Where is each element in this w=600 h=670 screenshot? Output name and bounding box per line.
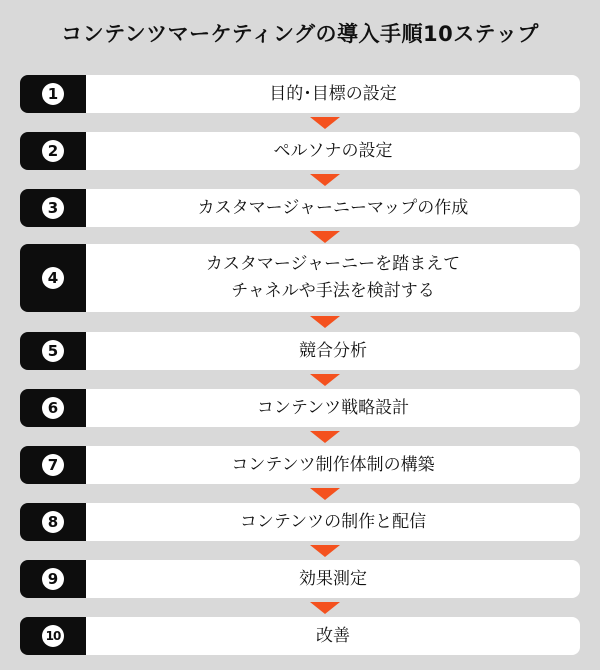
step-label: コンテンツ制作体制の構築	[86, 446, 580, 484]
step-8	[20, 503, 580, 541]
down-arrow-icon	[310, 488, 340, 500]
step-label: 効果測定	[86, 560, 580, 598]
step-number: 2	[42, 140, 64, 162]
down-arrow-icon	[310, 316, 340, 328]
step-label: コンテンツ戦略設計	[86, 389, 580, 427]
step-9	[20, 560, 580, 598]
step-number: 8	[42, 511, 64, 533]
step-number-block	[20, 75, 86, 113]
step-label: 改善	[86, 617, 580, 655]
down-arrow-icon	[310, 231, 340, 243]
step-label: カスタマージャーニーマップの作成	[86, 189, 580, 227]
step-number: 6	[42, 397, 64, 419]
down-arrow-icon	[310, 174, 340, 186]
step-10	[20, 617, 580, 655]
step-6	[20, 389, 580, 427]
step-label: コンテンツの制作と配信	[86, 503, 580, 541]
step-label: 目的･目標の設定	[86, 75, 580, 113]
step-number: 5	[42, 340, 64, 362]
down-arrow-icon	[310, 374, 340, 386]
step-number-block	[20, 446, 86, 484]
step-number-block	[20, 332, 86, 370]
step-number: 9	[42, 568, 64, 590]
step-label: カスタマージャーニーを踏まえて チャネルや手法を検討する	[86, 244, 580, 312]
step-number-block	[20, 560, 86, 598]
step-number-block	[20, 503, 86, 541]
step-label: ペルソナの設定	[86, 132, 580, 170]
step-7	[20, 446, 580, 484]
step-5	[20, 332, 580, 370]
step-number: 3	[42, 197, 64, 219]
step-1	[20, 75, 580, 113]
step-number-block	[20, 244, 86, 312]
step-number-block	[20, 617, 86, 655]
step-number: 10	[42, 625, 64, 647]
step-number: 4	[42, 267, 64, 289]
step-number-block	[20, 389, 86, 427]
step-4	[20, 244, 580, 312]
step-number: 1	[42, 83, 64, 105]
down-arrow-icon	[310, 602, 340, 614]
diagram-title: コンテンツマーケティングの導入手順10ステップ	[61, 22, 539, 46]
step-number-block	[20, 189, 86, 227]
down-arrow-icon	[310, 431, 340, 443]
step-2	[20, 132, 580, 170]
step-number: 7	[42, 454, 64, 476]
step-label: 競合分析	[86, 332, 580, 370]
down-arrow-icon	[310, 545, 340, 557]
step-number-block	[20, 132, 86, 170]
down-arrow-icon	[310, 117, 340, 129]
step-3	[20, 189, 580, 227]
